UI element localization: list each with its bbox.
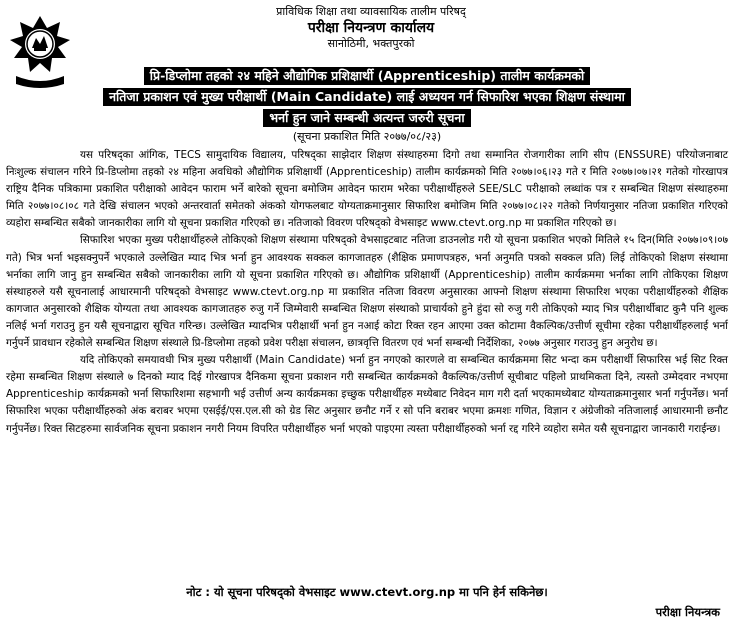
office-name: परीक्षा नियन्त्रण कार्यालय bbox=[307, 20, 435, 36]
title-line-3-text: भर्ना हुन जाने सम्बन्धी अत्यन्त जरुरी सूचना bbox=[263, 109, 470, 127]
published-date: (सूचना प्रकाशित मिति २०७७/०८/२३) bbox=[292, 130, 442, 143]
council-name: प्राविधिक शिक्षा तथा व्यावसायिक तालीम परिषद् bbox=[276, 5, 466, 18]
paragraph-2: सिफारिश भएका मुख्य परीक्षार्थीहरुले तोकिएको शिक्षण संस्थामा परिषद्को वेभसाइटबाट नतिजा डाउनलोड गरी यो सूचना प्रकाशित भएको मितिले १५ दिन(मिति २०७७।०९।०७ गते) भित्र भर्ना भइसक्नुपर्ने भएकाले उल्लेखित म्याद भित्र भर्ना हुन आवश्यक सक्कल कागजातहरु (शैक्षिक प्रमाणपत्रहरु, भर्ना अनुमति पत्रको सक्कल प्रति) लिई तोकिएको शिक्षण संस्थामा भर्नाका लागि जानु हुन सम्बन्धित सबैको जानकारीका लागि यो सूचना प्रकाशित गरिएको छ। औद्योगिक प्रशिक्षार्थी (Apprenticeship) तालीम कार्यक्रममा भर्नाका लागि तोकिएका शिक्षण संस्थाहरुले यसै सूचनालाई आधारमानी परिषद्को वेभसाइट www.ctevt.org.np मा प्रकाशित नतिजा विवरण अनुसारका आफ्नो शिक्षण संस्थामा सिफारिश भएका परीक्षार्थीहरुको शैक्षिक कागजात अनुसारको शैक्षिक योग्यता तथा आवश्यक कागजातहरु रुजु गर्ने जिम्मेवारी सम्बन्धित शिक्षण संस्थाको प्राचार्यको हुने हुंदा सो रुजु गरी तोकिएको म्याद भित्र परीक्षार्थीबाट कुनै पनि शुल्क नलिई भर्ना गराउनु हुन यसै सूचनाद्वारा सूचित गरिन्छ। उल्लेखित म्यादभित्र परीक्षार्थी भर्ना हुन नआई कोटा रिक्त रहन आएमा उक्त कोटामा वैकल्पिक/उत्तीर्ण सूचीमा रहेका परीक्षार्थीहरुलाई भर्ना गर्नुपर्ने प्रावधान रहेकोले सम्बन्धित शिक्षण संस्थाले प्रि-डिप्लोमा तहको प्रवेश परीक्षा संचालन, छात्रवृत्ति वितरण एवं भर्ना सम्बन्धी निर्देशिका, २०७७ अनुसार गराउनु हुन अनुरोध छ। bbox=[6, 234, 728, 350]
paragraph-1: यस परिषद्का आंगिक, TECS सामुदायिक विद्यालय, परिषद्का साझेदार शिक्षण संस्थाहरुमा दिगो तथा सम्मानित रोजगारीका लागि सीप (ENSSURE) परियोजनाबाट निःशुल्क संचालन गरिने प्रि-डिप्लोमा तहको २४ महिना अवधिको औद्योगिक प्रशिक्षार्थी (Apprenticeship) तालीम कार्यक्रमको मिति २०७७।०६।२३ गते र मिति २०७७।०७।२१ गतेको गोरखापत्र राष्ट्रिय दैनिक पत्रिकामा प्रकाशित परीक्षाको आवेदन फाराम भर्ने बारेको सूचना बमोजिम आवेदन फाराम भरेका परीक्षार्थीहरुले SEE/SLC परीक्षाको लब्धांक पत्र र सम्बन्धित शिक्षण संस्थाहरुमा मिति २०७७।०८।०८ गते देखि संचालन भएको अन्तरवार्ता समेतको अंकको योगफलबाट योग्यताक्रमानुसार सिफारिश बमोजिम मिति २०७७।०८।२२ गतेको निर्णयानुसार नतिजा प्रकाशित गरिएको व्यहोरा सम्बन्धित सबैको जानकारीका लागि यो सूचना प्रकाशित गरिएको छ। नतिजाको विवरण परिषद्को वेभसाइट www.ctevt.org.np मा प्रकाशित गरिएको छ। bbox=[6, 149, 728, 230]
notice-header bbox=[0, 5, 734, 51]
title-line-2 bbox=[0, 86, 734, 106]
office-address: सानोठिमी, भक्तपुरको bbox=[327, 37, 415, 50]
title-line-2-text: नतिजा प्रकाशन एवं मुख्य परीक्षार्थी (Main Candidate) लाई अध्ययन गर्न सिफारिश भएका शिक्षण संस्थामा bbox=[103, 88, 631, 106]
title-line-1 bbox=[0, 65, 734, 85]
title-line-3 bbox=[0, 107, 734, 127]
paragraph-3: यदि तोकिएको समयावधी भित्र मुख्य परीक्षार्थी (Main Candidate) भर्ना हुन नगएको कारणले वा सम्बन्धित कार्यक्रममा सिट भन्दा कम परीक्षार्थी सिफारिस भई सिट रिक्त रहेमा सम्बन्धित शिक्षण संस्थाले ७ दिनको म्याद दिई गोरखापत्र दैनिकमा सूचना प्रकाशन गरी सम्बन्धित कार्यक्रमको वैकल्पिक/उत्तीर्ण सूचीबाट पहिलो प्राथमिकता दिने, त्यस्तो उम्मेदवार नभएमा Apprenticeship कार्यक्रमको भर्ना सिफारिशमा सहभागी भई उत्तीर्ण अन्य कार्यक्रमका इच्छुक परीक्षार्थीहरु मध्येबाट निवेदन माग गरी दर्ता भएकामध्येबाट योग्यताक्रमानुसार भर्ना गर्नुपर्नेछ। भर्ना सिफारिश भएका परीक्षार्थीहरुको अंक बराबर भएमा एसईई/एस.एल.सी को ग्रेड सिट अनुसार छनौट गर्ने र सो पनि बराबर भएमा क्रमशः गणित, विज्ञान र अंग्रेजीको नतिजालाई आधारमानी छनौट गर्नुपर्नेछ। रिक्त सिटहरुमा सार्वजनिक सूचना प्रकाशन नगरी नियम विपरित परीक्षार्थीहरु भर्ना भएको पाइएमा त्यस्ता परीक्षार्थीहरुको भर्ना रद्द गरिने व्यहोरा समेत यसै सूचनाद्वारा जानकारी गराईन्छ। bbox=[6, 354, 728, 435]
website-note: नोट : यो सूचना परिषद्को वेभसाइट www.ctevt.org.np मा पनि हेर्न सकिनेछ। bbox=[186, 585, 548, 599]
title-line-1-text: प्रि-डिप्लोमा तहको २४ महिने औद्योगिक प्रशिक्षार्थी (Apprenticeship) तालीम कार्यक्रमको bbox=[144, 67, 591, 85]
notice-body bbox=[6, 147, 728, 438]
signature: परीक्षा नियन्त्रक bbox=[655, 605, 720, 619]
